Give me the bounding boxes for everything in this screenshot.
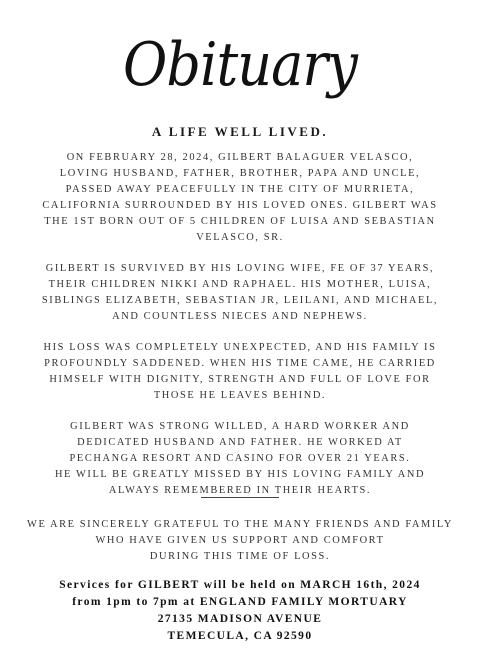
paragraph-line: PASSED AWAY PEACEFULLY IN THE CITY OF MURRIETA, — [65, 184, 415, 195]
paragraph-line: AND COUNTLESS NIECES AND NEPHEWS. — [112, 311, 368, 322]
paragraph-line: ON FEBRUARY 28, 2024, GILBERT BALAGUER VELASCO, — [66, 152, 414, 163]
paragraph-line: GILBERT WAS STRONG WILLED, A HARD WORKER AND — [70, 421, 410, 432]
paragraph-line: THE 1ST BORN OUT OF 5 CHILDREN OF LUISA AND SEBASTIAN — [44, 216, 436, 227]
paragraph-line: ALWAYS REMEMBERED IN THEIR HEARTS. — [108, 485, 372, 496]
paragraph-character — [24, 419, 456, 499]
paragraph-line: CALIFORNIA SURROUNDED BY HIS LOVED ONES. GILBERT WAS — [42, 200, 438, 211]
paragraph-survived-by — [24, 261, 456, 325]
paragraph-line: WE ARE SINCERELY GRATEFUL TO THE MANY FRIENDS AND FAMILY — [27, 519, 453, 530]
paragraph-line: HE WILL BE GREATLY MISSED BY HIS LOVING FAMILY AND — [54, 469, 426, 480]
paragraph-line: DURING THIS TIME OF LOSS. — [149, 551, 331, 562]
paragraph-loss — [24, 340, 456, 404]
services-city-line: TEMECULA, CA 92590 — [167, 630, 313, 642]
services-line: Services for GILBERT will be held on MARCH 16th, 2024 — [59, 579, 421, 591]
paragraph-line: VELASCO, SR. — [196, 232, 284, 243]
paragraph-line: LOVING HUSBAND, FATHER, BROTHER, PAPA AND UNCLE, — [59, 168, 421, 179]
paragraph-line: THEIR CHILDREN NIKKI AND RAPHAEL. HIS MOTHER, LUISA, — [48, 279, 432, 290]
obituary-title: Obituary — [123, 30, 357, 100]
tagline: A LIFE WELL LIVED. — [151, 124, 329, 139]
paragraph-line: HIS LOSS WAS COMPLETELY UNEXPECTED, AND HIS FAMILY IS — [43, 342, 437, 353]
paragraph-passing — [24, 150, 456, 246]
paragraph-line: THOSE HE LEAVES BEHIND. — [153, 390, 327, 401]
divider — [201, 497, 279, 498]
paragraph-line: PECHANGA RESORT AND CASINO FOR OVER 21 YEARS. — [69, 453, 411, 464]
paragraph-line: HIMSELF WITH DIGNITY, STRENGTH AND FULL OF LOVE FOR — [49, 374, 431, 385]
services-info — [0, 577, 480, 645]
paragraph-line: SIBLINGS ELIZABETH, SEBASTIAN JR, LEILANI, AND MICHAEL, — [41, 295, 439, 306]
paragraph-line: DEDICATED HUSBAND AND FATHER. HE WORKED AT — [77, 437, 403, 448]
paragraph-line: PROFOUNDLY SADDENED. WHEN HIS TIME CAME, HE CARRIED — [44, 358, 436, 369]
services-line: from 1pm to 7pm at ENGLAND FAMILY MORTUARY — [72, 596, 408, 608]
paragraph-line: GILBERT IS SURVIVED BY HIS LOVING WIFE, FE OF 37 YEARS, — [45, 263, 435, 274]
services-address-line: 27135 MADISON AVENUE — [157, 613, 323, 625]
paragraph-line: WHO HAVE GIVEN US SUPPORT AND COMFORT — [95, 535, 385, 546]
paragraph-gratitude — [24, 517, 456, 565]
